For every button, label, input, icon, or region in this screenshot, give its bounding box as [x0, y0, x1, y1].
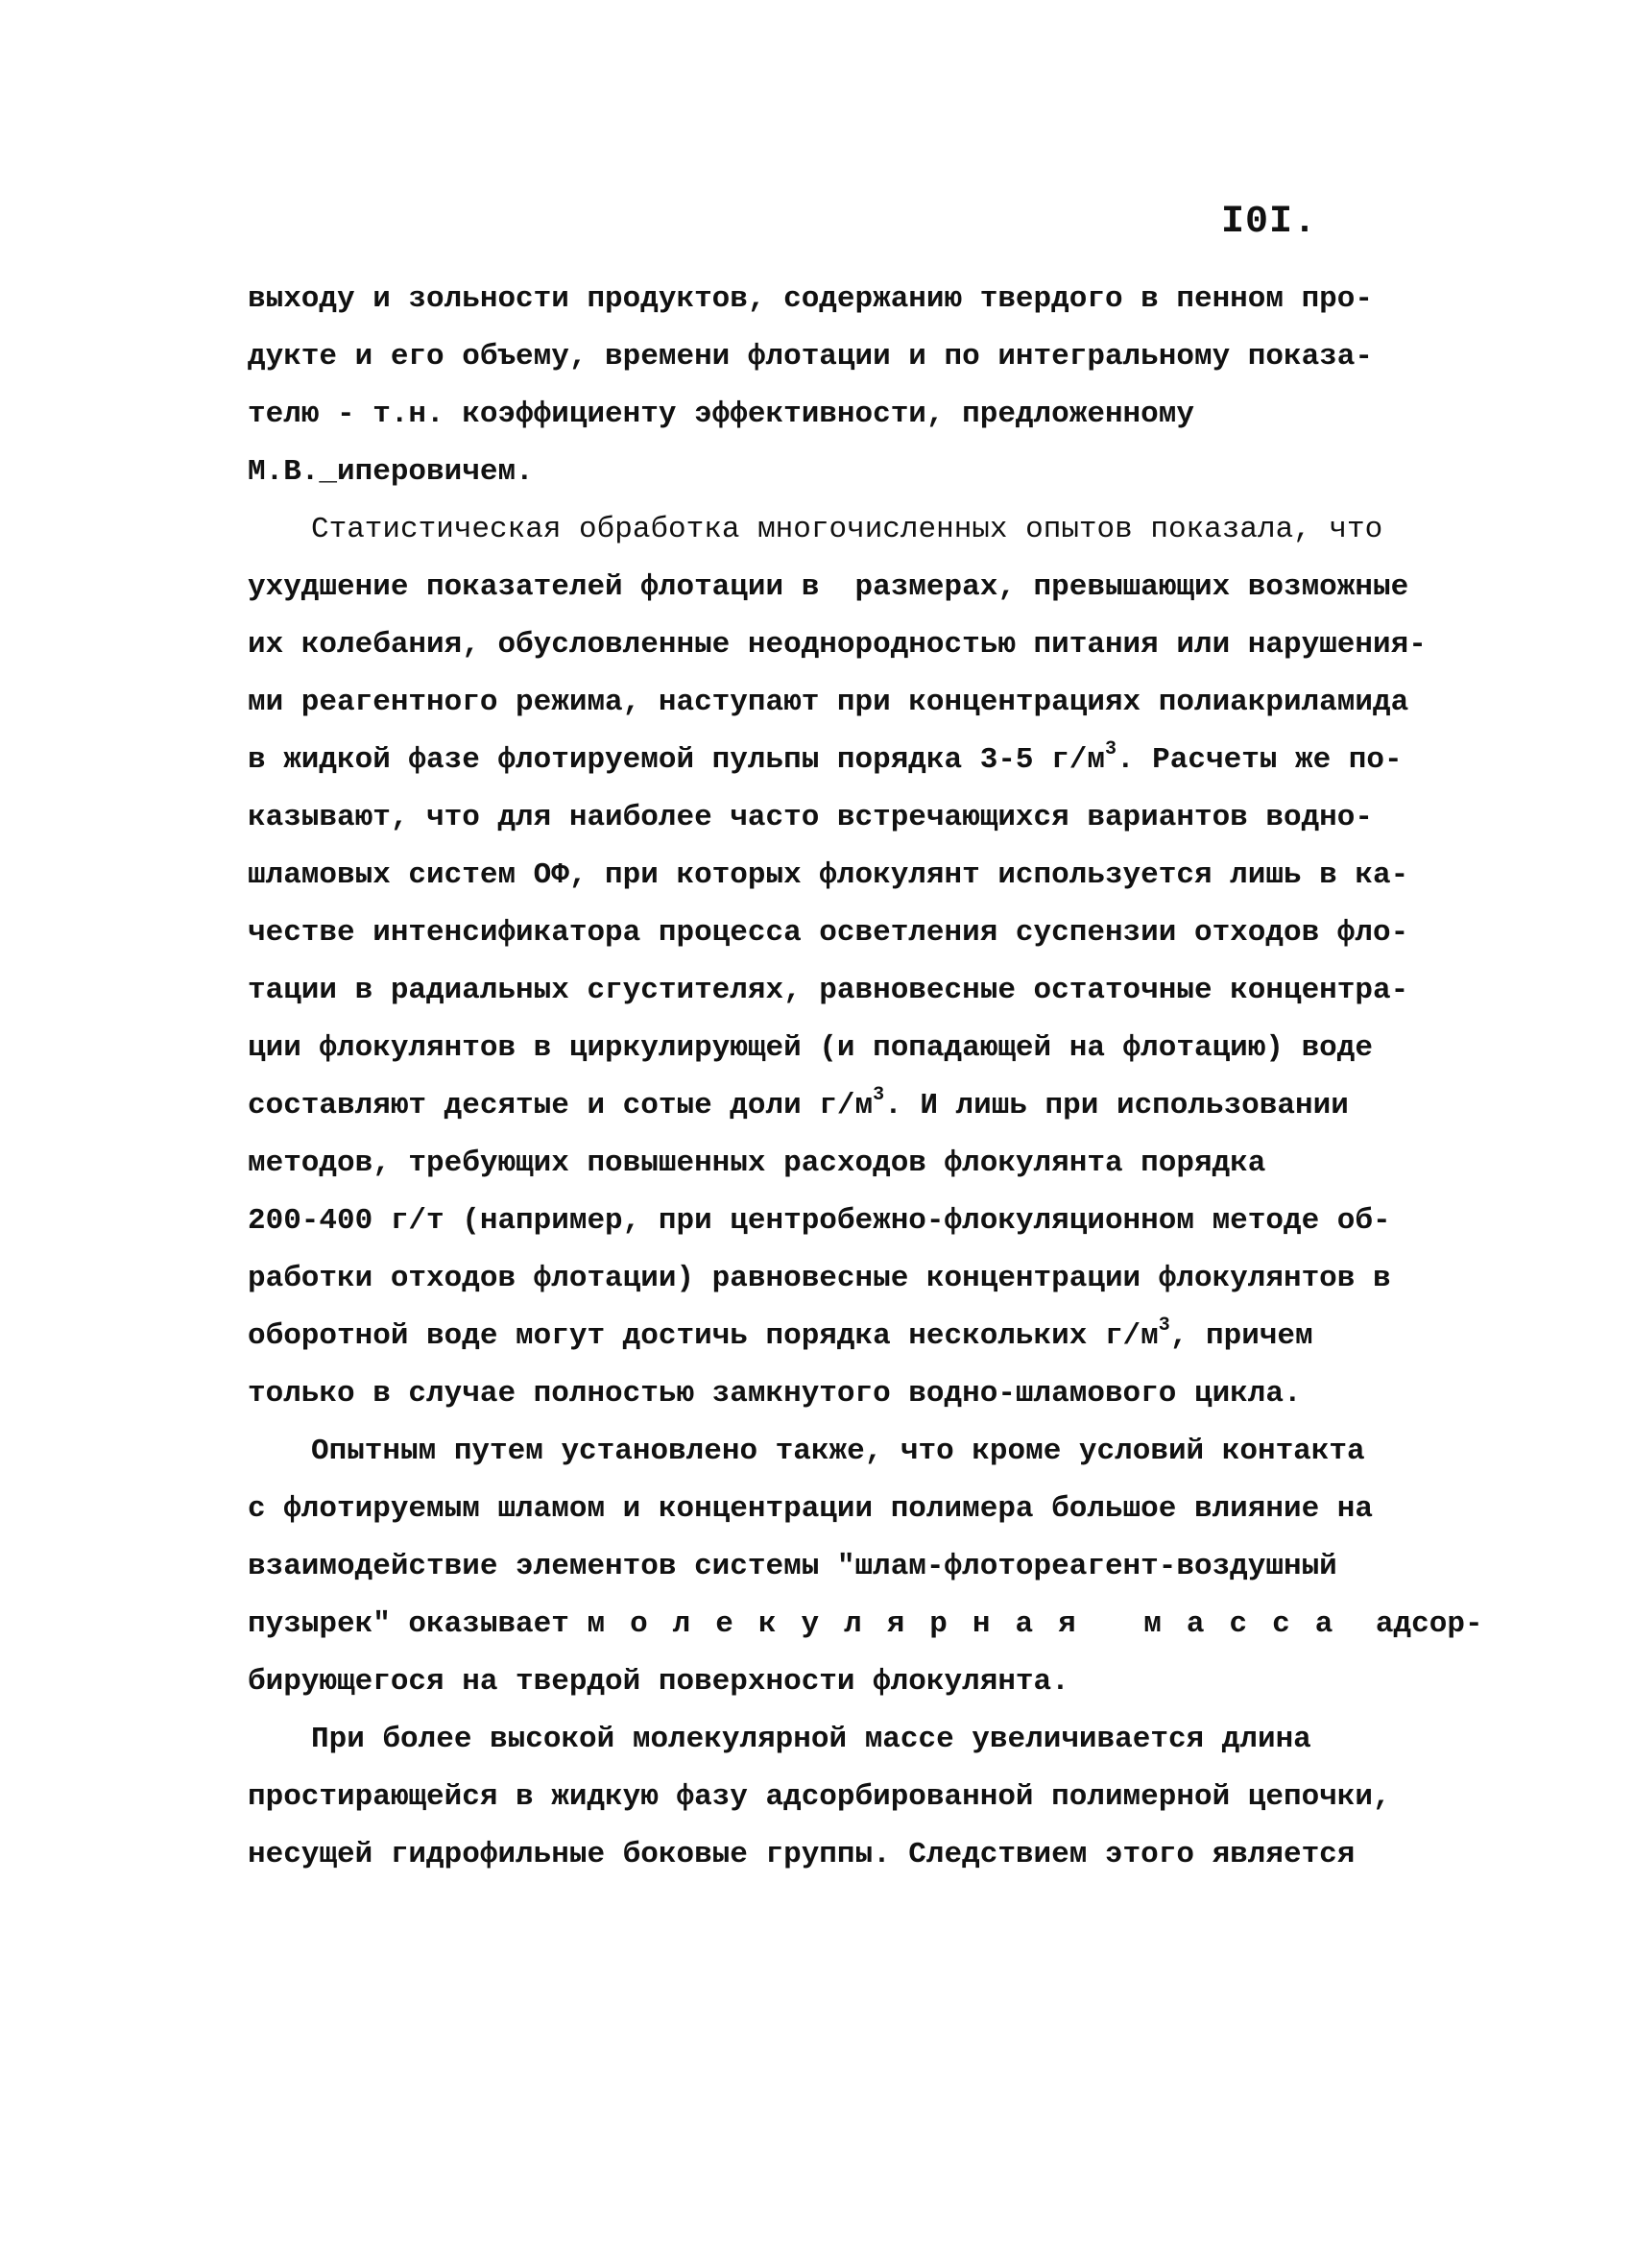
- text-line: честве интенсификатора процесса осветления суспензии отходов фло-: [248, 916, 1409, 950]
- text-segment: . Расчеты же по-: [1116, 743, 1403, 777]
- text-line: ции флокулянтов в циркулирующей (и попадающей на флотацию) воде: [248, 1031, 1373, 1065]
- text-segment: составляют десятые и сотые доли г/м: [248, 1089, 874, 1122]
- page-number: I0I.: [1221, 201, 1318, 244]
- text-line: М.В._иперовичем.: [248, 455, 534, 489]
- text-line: несущей гидрофильные боковые группы. Следствием этого является: [248, 1838, 1356, 1871]
- text-segment: адсор-: [1357, 1607, 1483, 1641]
- text-line: выходу и зольности продуктов, содержанию твердого в пенном про-: [248, 282, 1373, 316]
- text-line: простирающейся в жидкую фазу адсорбированной полимерной цепочки,: [248, 1780, 1391, 1814]
- text-line: [248, 1596, 1483, 1653]
- text-line: тации в радиальных сгустителях, равновесные остаточные концентра-: [248, 974, 1409, 1007]
- superscript: 3: [1158, 1315, 1170, 1337]
- text-line: Статистическая обработка многочисленных опытов показала, что: [311, 513, 1383, 546]
- text-line: [248, 1308, 1409, 1365]
- text-segment: оборотной воде могут достичь порядка нескольких г/м: [248, 1319, 1159, 1353]
- text-line: ухудшение показателей флотации в размерах, превышающих возможные: [248, 570, 1409, 604]
- text-line: их колебания, обусловленные неоднородностью питания или нарушения-: [248, 628, 1427, 662]
- text-segment: пузырек" оказывает: [248, 1607, 588, 1641]
- text-line: При более высокой молекулярной массе увеличивается длина: [311, 1723, 1311, 1756]
- superscript: 3: [873, 1084, 885, 1106]
- text-line: ми реагентного режима, наступают при концентрациях полиакриламида: [248, 686, 1409, 719]
- text-line: Опытным путем установлено также, что кроме условий контакта: [311, 1435, 1365, 1468]
- text-line: бирующегося на твердой поверхности флокулянта.: [248, 1665, 1069, 1699]
- emphasized-term: молекулярная масса: [587, 1607, 1358, 1641]
- text-segment: , причем: [1169, 1319, 1313, 1353]
- superscript: 3: [1104, 738, 1117, 760]
- text-line: казывают, что для наиболее часто встречающихся вариантов водно-: [248, 801, 1373, 834]
- text-line: с флотируемым шламом и концентрации полимера большое влияние на: [248, 1492, 1373, 1526]
- text-line: [248, 1077, 1409, 1135]
- text-segment: в жидкой фазе флотируемой пульпы порядка 3-5 г/м: [248, 743, 1105, 777]
- text-line: методов, требующих повышенных расходов флокулянта порядка: [248, 1146, 1266, 1180]
- text-segment: . И лишь при использовании: [884, 1089, 1349, 1122]
- body-text: [248, 271, 1483, 1884]
- text-line: шламовых систем ОФ, при которых флокулянт используется лишь в ка-: [248, 858, 1409, 892]
- text-line: работки отходов флотации) равновесные концентрации флокулянтов в: [248, 1262, 1391, 1295]
- text-line: только в случае полностью замкнутого водно-шламового цикла.: [248, 1377, 1302, 1411]
- text-line: дукте и его объему, времени флотации и по интегральному показа-: [248, 340, 1373, 374]
- text-line: телю - т.н. коэффициенту эффективности, предложенному: [248, 398, 1194, 431]
- text-line: 200-400 г/т (например, при центробежно-флокуляционном методе об-: [248, 1204, 1391, 1238]
- text-line: [248, 732, 1409, 789]
- text-line: взаимодействие элементов системы "шлам-флотореагент-воздушный: [248, 1550, 1337, 1583]
